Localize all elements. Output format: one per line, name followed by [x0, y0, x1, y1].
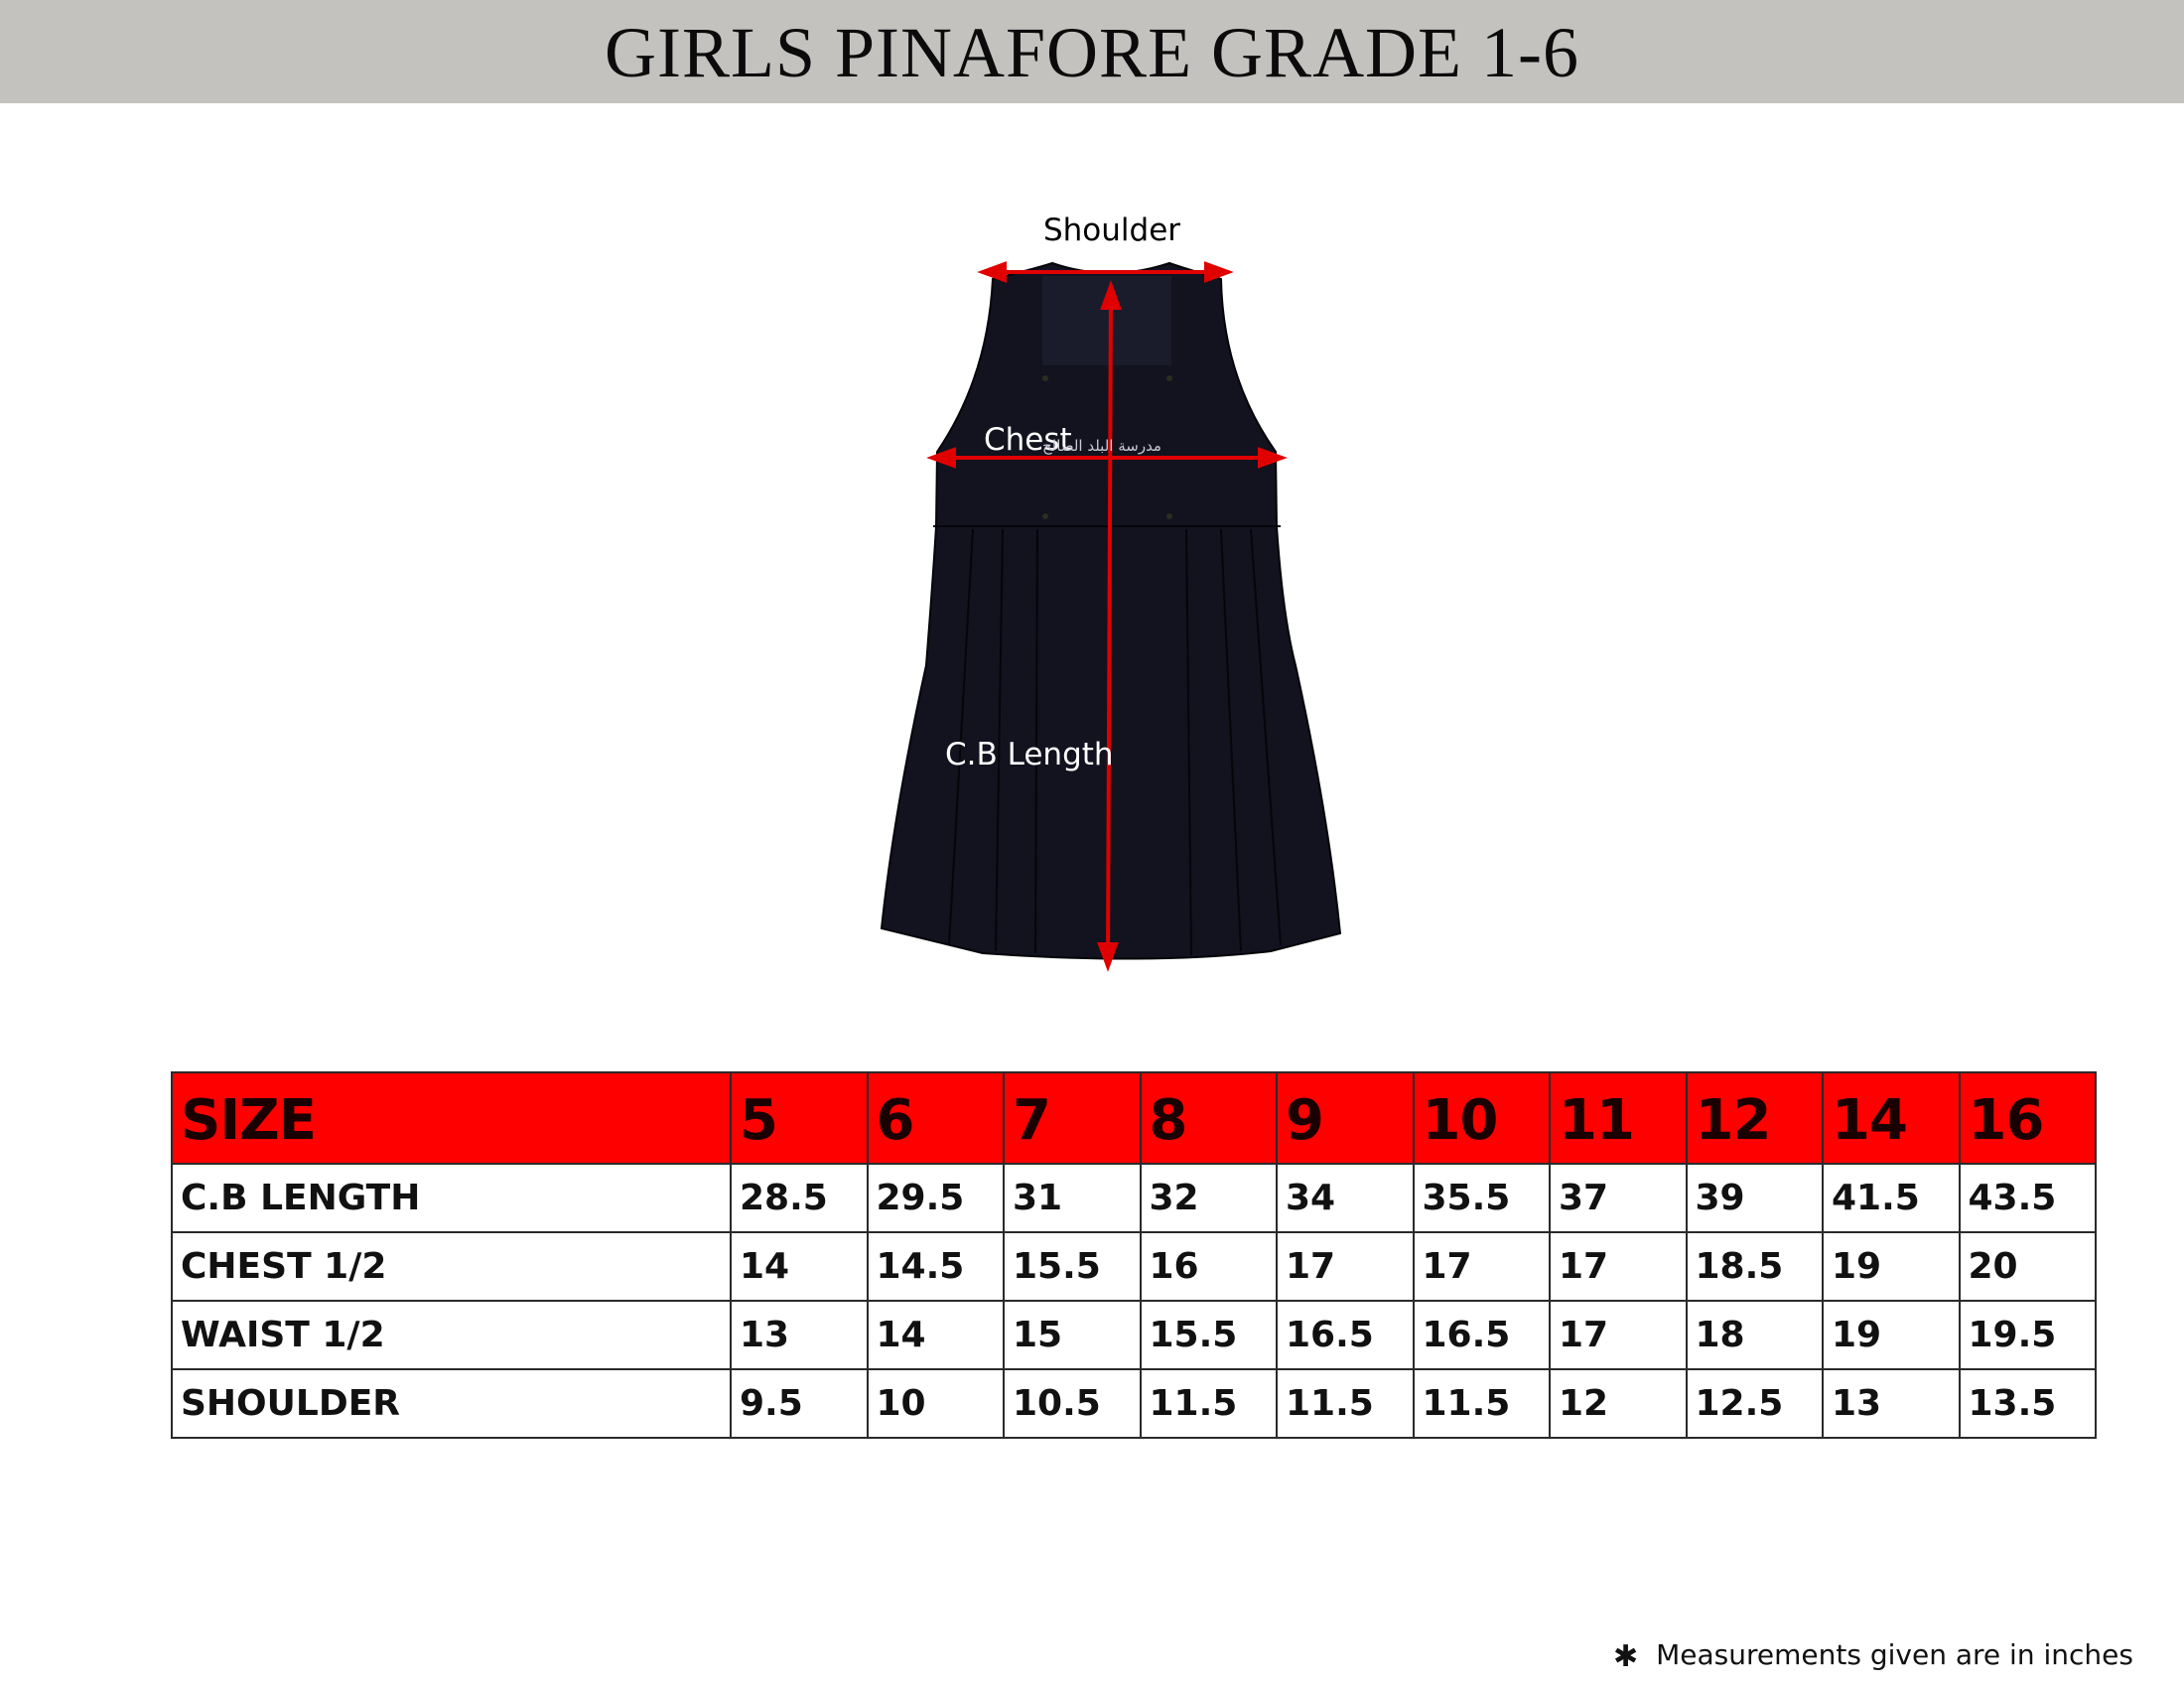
- footnote-text: Measurements given are in inches: [1656, 1638, 2133, 1671]
- shoulder-label: Shoulder: [1042, 212, 1181, 248]
- table-cell: 14: [731, 1232, 868, 1301]
- table-cell: 14: [868, 1301, 1005, 1369]
- page-title: GIRLS PINAFORE GRADE 1-6: [604, 13, 1580, 92]
- size-header-cell: 12: [1687, 1072, 1824, 1164]
- length-label: C.B Length: [945, 737, 1114, 773]
- table-cell: 16.5: [1414, 1301, 1551, 1369]
- table-cell: 17: [1414, 1232, 1551, 1301]
- table-cell: 32: [1141, 1164, 1278, 1232]
- row-label: SHOULDER: [172, 1369, 731, 1438]
- table-cell: 34: [1277, 1164, 1414, 1232]
- table-cell: 20: [1960, 1232, 2097, 1301]
- table-cell: 41.5: [1823, 1164, 1960, 1232]
- table-cell: 35.5: [1414, 1164, 1551, 1232]
- table-cell: 43.5: [1960, 1164, 2097, 1232]
- table-cell: 39: [1687, 1164, 1824, 1232]
- table-cell: 14.5: [868, 1232, 1005, 1301]
- row-label: CHEST 1/2: [172, 1232, 731, 1301]
- measurement-footnote: [1613, 1638, 2133, 1678]
- table-cell: 31: [1004, 1164, 1141, 1232]
- table-cell: 19: [1823, 1232, 1960, 1301]
- size-chart-table: [171, 1071, 2097, 1439]
- chest-label: Chest: [984, 422, 1072, 458]
- table-cell: 12.5: [1687, 1369, 1824, 1438]
- size-header-cell: 14: [1823, 1072, 1960, 1164]
- table-cell: 12: [1550, 1369, 1687, 1438]
- table-cell: 37: [1550, 1164, 1687, 1232]
- table-cell: 28.5: [731, 1164, 868, 1232]
- table-cell: 18.5: [1687, 1232, 1824, 1301]
- table-cell: 16: [1141, 1232, 1278, 1301]
- size-header-cell: 11: [1550, 1072, 1687, 1164]
- size-header-cell: 8: [1141, 1072, 1278, 1164]
- bib-panel: [1042, 276, 1171, 365]
- table-cell: 17: [1277, 1232, 1414, 1301]
- table-cell: 13.5: [1960, 1369, 2097, 1438]
- table-cell: 17: [1550, 1301, 1687, 1369]
- size-header-cell: 5: [731, 1072, 868, 1164]
- row-label: C.B LENGTH: [172, 1164, 731, 1232]
- table-cell: 10: [868, 1369, 1005, 1438]
- table-cell: 11.5: [1414, 1369, 1551, 1438]
- table-row-chest: [172, 1232, 2096, 1301]
- table-row-shoulder: [172, 1369, 2096, 1438]
- table-cell: 9.5: [731, 1369, 868, 1438]
- size-header-label: SIZE: [172, 1072, 731, 1164]
- table-cell: 11.5: [1141, 1369, 1278, 1438]
- table-header-row: [172, 1072, 2096, 1164]
- table-cell: 19.5: [1960, 1301, 2097, 1369]
- row-label: WAIST 1/2: [172, 1301, 731, 1369]
- table-cell: 15.5: [1004, 1232, 1141, 1301]
- table-cell: 11.5: [1277, 1369, 1414, 1438]
- table-cell: 29.5: [868, 1164, 1005, 1232]
- asterisk-icon: ✱: [1613, 1639, 1639, 1674]
- size-header-cell: 7: [1004, 1072, 1141, 1164]
- size-header-cell: 9: [1277, 1072, 1414, 1164]
- pinafore-diagram: [854, 199, 1350, 983]
- table-row-waist: [172, 1301, 2096, 1369]
- table-cell: 18: [1687, 1301, 1824, 1369]
- table-cell: 15: [1004, 1301, 1141, 1369]
- size-header-cell: 10: [1414, 1072, 1551, 1164]
- table-cell: 17: [1550, 1232, 1687, 1301]
- table-cell: 13: [1823, 1369, 1960, 1438]
- school-logo-text: مدرسة البلد الصالح: [1042, 437, 1161, 455]
- table-cell: 10.5: [1004, 1369, 1141, 1438]
- table-cell: 16.5: [1277, 1301, 1414, 1369]
- table-row-cb-length: [172, 1164, 2096, 1232]
- table-cell: 15.5: [1141, 1301, 1278, 1369]
- size-header-cell: 16: [1960, 1072, 2097, 1164]
- table-cell: 13: [731, 1301, 868, 1369]
- size-header-cell: 6: [868, 1072, 1005, 1164]
- table-cell: 19: [1823, 1301, 1960, 1369]
